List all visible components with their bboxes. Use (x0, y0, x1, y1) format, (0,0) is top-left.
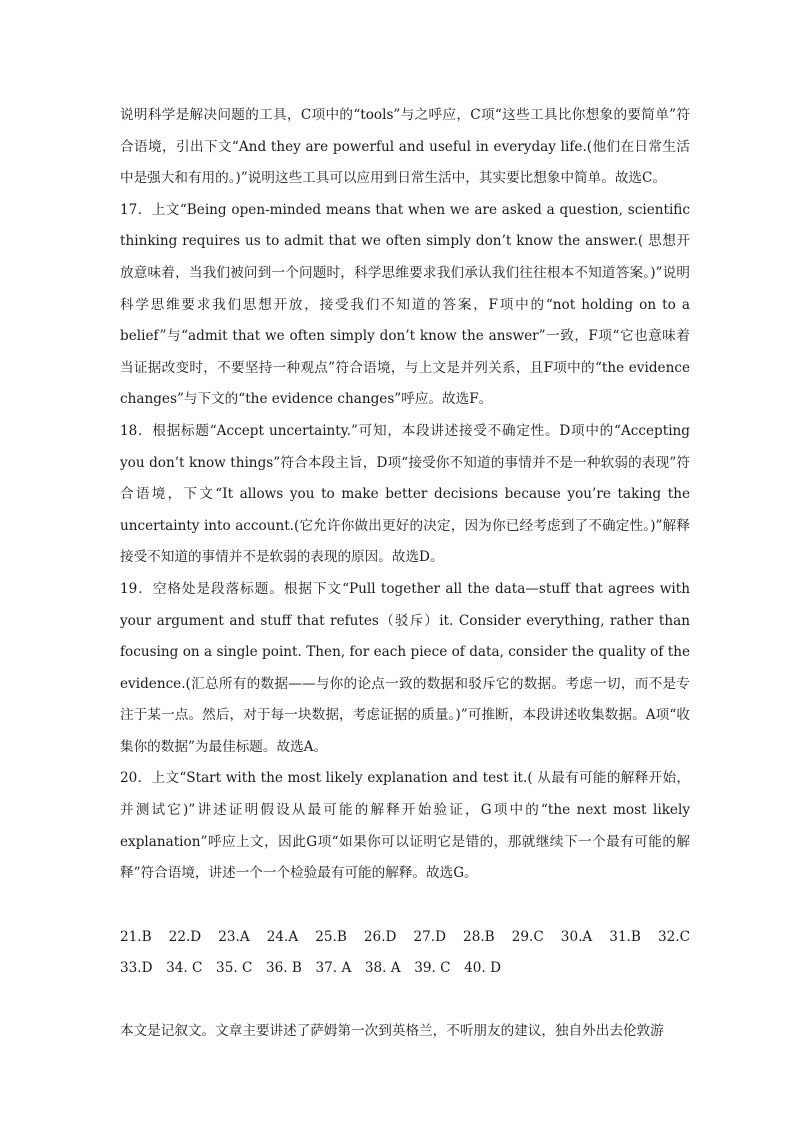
paragraph-19: 19．空格处是段落标题。根据下文“Pull together all the data—stuff that agrees with your argument and stuff that refutes（驳斥）it. Consider everything, rather than focusing on a single point. Then, for each piece of data, consider the quality of the evidence.(汇总所有的数据——与你的论点一致的数据和驳斥它的数据。考虑一切，而不是专注于某一点。然后，对于每一块数据，考虑证据的质量。)”可推断，本段讲述收集数据。A项“收集你的数据”为最佳标题。故选A。 (120, 580, 690, 755)
paragraph-16-continued: 说明科学是解决问题的工具，C项中的“tools”与之呼应，C项“这些工具比你想象的要简单”符合语境，引出下文“And they are powerful and useful in everyday life.(他们在日常生活中是强大和有用的。)”说明这些工具可以应用到日常生活中，其实要比想象中简单。故选C。 (120, 107, 690, 187)
passage-summary: 本文是记叙文。文章主要讲述了萨姆第一次到英格兰，不听朋友的建议，独自外出去伦敦游 (120, 1022, 664, 1039)
paragraph-17: 17．上文“Being open-minded means that when we are asked a question, scientific thinking requires us to admit that we often simply don’t know the answer.( 思想开放意味着，当我们被问到一个问题时，科学思维要求我们承认我们往往根本不知道答案。)”说明科学思维要求我们思想开放，接受我们不知道的答案，F项中的“not holding on to a belief”与“admit that we often simply don’t know the answer”一致，F项“它也意味着当证据改变时，不要坚持一种观点”符合语境，与上文是并列关系，且F项中的“the evidence changes”与下文的“the evidence changes”呼应。故选F。 (120, 201, 690, 408)
document-page (120, 100, 704, 1060)
paragraph-20: 20．上文“Start with the most likely explanation and test it.( 从最有可能的解释开始，并测试它)”讲述证明假设从最可能的解释开始验证，G项中的“the next most likely explanation”呼应上文，因此G项“如果你可以证明它是错的，那就继续下一个最有可能的解释”符合语境，讲述一个一个检验最有可能的解释。故选G。 (120, 770, 690, 882)
paragraph-18: 18．根据标题“Accept uncertainty.”可知，本段讲述接受不确定性。D项中的“Accepting you don’t know things”符合本段主旨，D项“接受你不知道的事情并不是一种软弱的表现”符合语境，下文“It allows you to make better decisions because you’re taking the uncertainty into account.(它允许你做出更好的决定，因为你已经考虑到了不确定性。)”解释接受不知道的事情并不是软弱的表现的原因。故选D。 (120, 422, 690, 566)
answer-key: 21.B 22.D 23.A 24.A 25.B 26.D 27.D 28.B 29.C 30.A 31.B 32.C 33.D 34. C 35. C 36. B 37. A 38. A 39. C 40. D (120, 928, 704, 976)
